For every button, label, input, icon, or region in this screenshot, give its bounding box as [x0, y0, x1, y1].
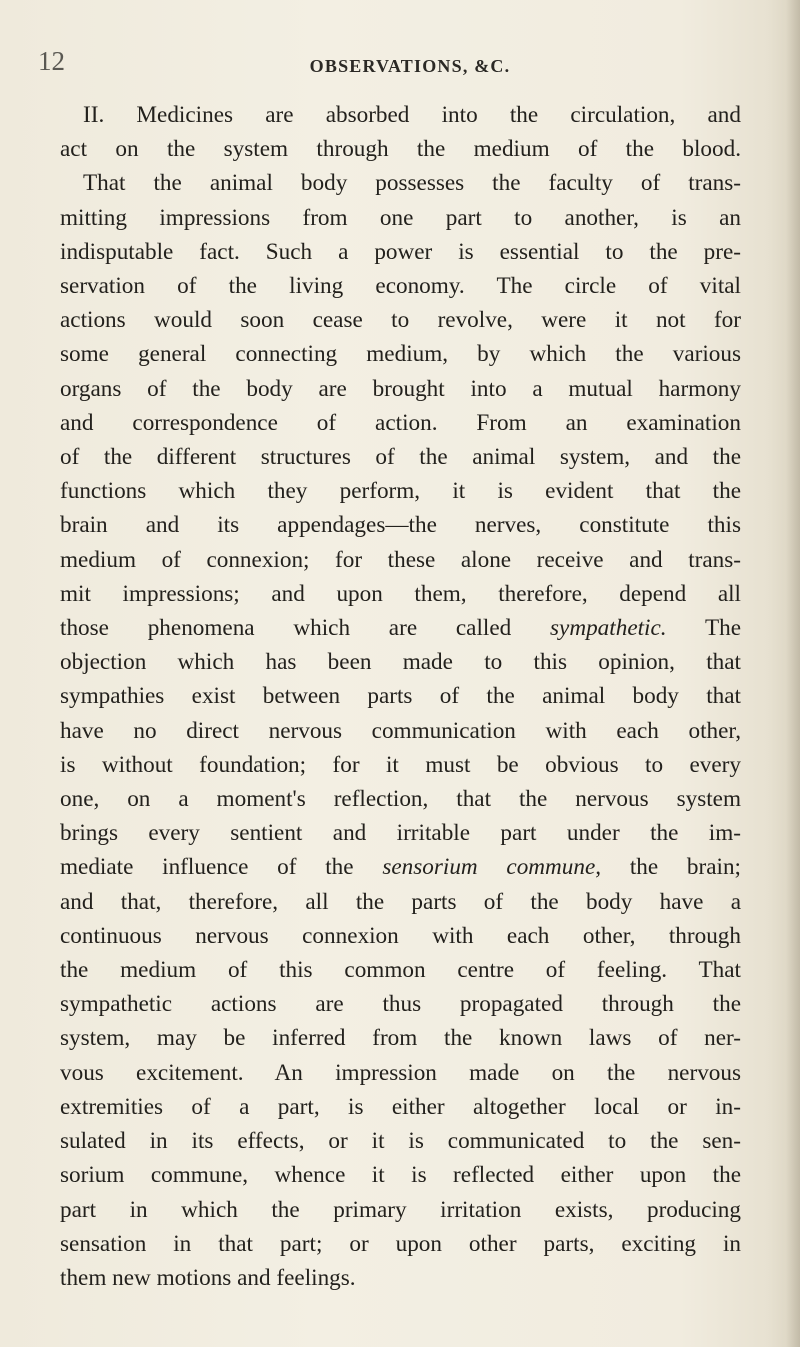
- text-line: sympathetic actions are thus propagated through the: [60, 991, 741, 1018]
- italic-term: sensorium commune,: [382, 854, 602, 881]
- text-line: sulated in its effects, or it is communicated to the sen-: [60, 1128, 741, 1155]
- text-segment: the brain;: [601, 854, 742, 881]
- text-line: That the animal body possesses the faculty of trans-: [83, 170, 741, 197]
- text-line: system, may be inferred from the known laws of ner-: [60, 1025, 741, 1052]
- text-segment: those phenomena which are called: [60, 615, 551, 642]
- text-line: the medium of this common centre of feeling. That: [60, 957, 741, 984]
- text-line: mitting impressions from one part to another, is an: [60, 204, 741, 231]
- text-line: organs of the body are brought into a mutual harmony: [60, 375, 741, 402]
- text-line: act on the system through the medium of the blood.: [60, 136, 741, 163]
- page-number: 12: [38, 46, 65, 76]
- text-line: sympathies exist between parts of the animal body that: [60, 683, 741, 710]
- text-line: brings every sentient and irritable part under the im-: [60, 820, 741, 847]
- text-line: brain and its appendages—the nerves, constitute this: [60, 512, 741, 539]
- text-line-with-italic: [60, 611, 741, 645]
- text-line: some general connecting medium, by which the various: [60, 341, 741, 368]
- text-line: and that, therefore, all the parts of the body have a: [60, 888, 741, 915]
- text-line: servation of the living economy. The circle of vital: [60, 273, 741, 300]
- text-line: sensation in that part; or upon other parts, exciting in: [60, 1230, 741, 1257]
- text-line: extremities of a part, is either altogether local or in-: [60, 1093, 741, 1120]
- body-text: [60, 98, 741, 1295]
- text-line: and correspondence of action. From an examination: [60, 409, 741, 436]
- page-header: [38, 46, 710, 86]
- text-line: vous excitement. An impression made on the nervous: [60, 1059, 741, 1086]
- text-line: continuous nervous connexion with each other, through: [60, 922, 741, 949]
- page-edge-shadow: [786, 0, 800, 1347]
- text-line: of the different structures of the animal system, and the: [60, 444, 741, 471]
- text-line: one, on a moment's reflection, that the nervous system: [60, 786, 741, 813]
- running-head: OBSERVATIONS, &C.: [309, 56, 511, 76]
- text-line: II. Medicines are absorbed into the circulation, and: [83, 102, 741, 128]
- italic-term: sympathetic.: [550, 615, 667, 642]
- text-line: part in which the primary irritation exists, producing: [60, 1196, 741, 1223]
- text-line: objection which has been made to this opinion, that: [60, 649, 741, 676]
- text-line: functions which they perform, it is evident that the: [60, 478, 741, 505]
- text-line: mit impressions; and upon them, therefore, depend all: [60, 580, 741, 607]
- text-line: have no direct nervous communication with each other,: [60, 717, 741, 744]
- text-line: indisputable fact. Such a power is essential to the pre-: [60, 238, 741, 265]
- text-segment: The: [666, 615, 741, 642]
- text-line: medium of connexion; for these alone receive and trans-: [60, 546, 741, 573]
- text-line: them new motions and feelings.: [60, 1264, 356, 1291]
- text-line: is without foundation; for it must be obvious to every: [60, 751, 741, 778]
- text-segment: mediate influence of the: [60, 854, 383, 881]
- text-line-with-italic: [60, 850, 741, 884]
- text-line: actions would soon cease to revolve, were it not for: [60, 307, 741, 334]
- text-line: sorium commune, whence it is reflected either upon the: [60, 1162, 741, 1189]
